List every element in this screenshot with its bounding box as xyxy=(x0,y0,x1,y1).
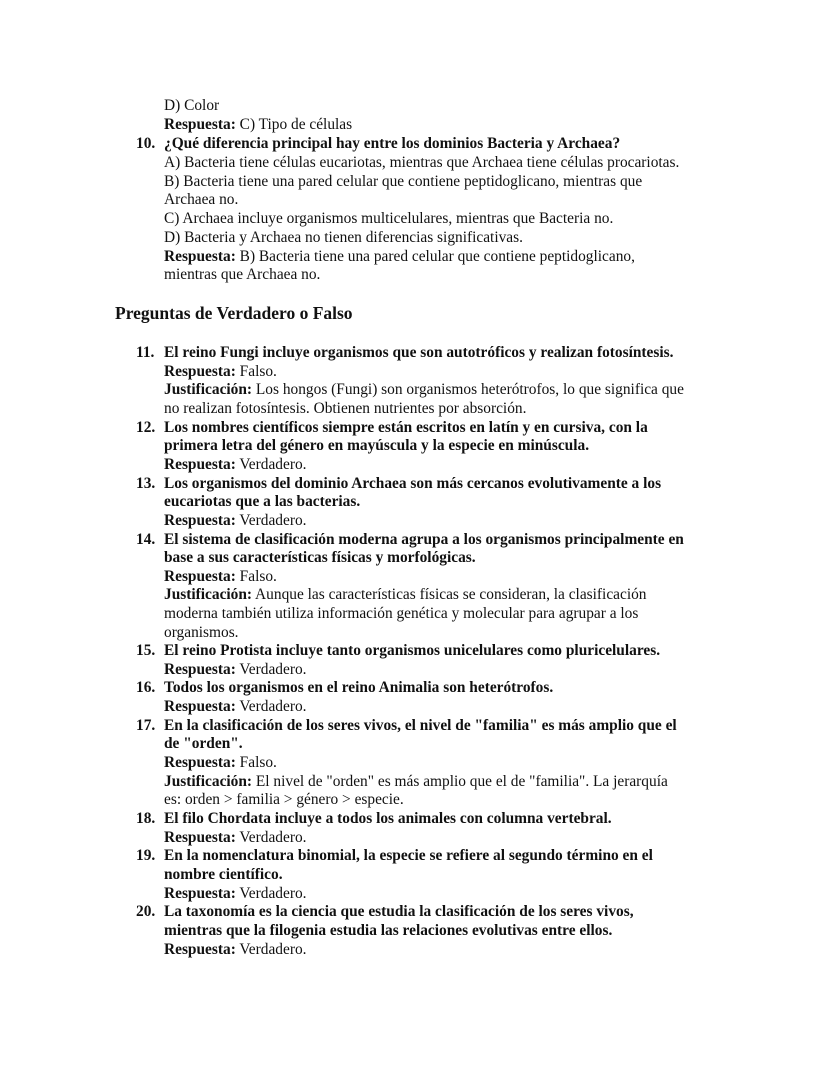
answer-label: Respuesta: xyxy=(164,885,236,902)
q20-answer xyxy=(164,940,306,959)
q18-number: 18. xyxy=(136,810,156,827)
q14-justification-line2: moderna también utiliza información genética y molecular para agrupar a los xyxy=(164,605,639,622)
q15-answer xyxy=(164,660,306,679)
q11-answer xyxy=(164,362,277,381)
q13-answer xyxy=(164,511,306,530)
q10-answer-line2: mientras que Archaea no. xyxy=(164,266,321,283)
q16-number: 16. xyxy=(136,679,156,696)
q18-statement: El filo Chordata incluye a todos los animales con columna vertebral. xyxy=(164,810,612,827)
answer-label: Respuesta: xyxy=(164,512,236,529)
q17-number: 17. xyxy=(136,717,156,734)
justification-label: Justificación: xyxy=(164,586,253,603)
q11-justification-line2: no realizan fotosíntesis. Obtienen nutrientes por absorción. xyxy=(164,400,527,417)
q14-answer xyxy=(164,567,277,586)
section-heading: Preguntas de Verdadero o Falso xyxy=(115,303,353,323)
q10-number: 10. xyxy=(136,135,156,152)
answer-label: Respuesta: xyxy=(164,754,236,771)
q10-question: ¿Qué diferencia principal hay entre los dominios Bacteria y Archaea? xyxy=(164,135,621,152)
q18-answer xyxy=(164,828,306,847)
q20-statement-line2: mientras que la filogenia estudia las relaciones evolutivas entre ellos. xyxy=(164,922,613,939)
q11-justification xyxy=(164,380,684,399)
justification-text: Aunque las características físicas se consideran, la clasificación xyxy=(252,586,647,603)
q19-statement: En la nomenclatura binomial, la especie se refiere al segundo término en el xyxy=(164,847,653,864)
q17-statement: En la clasificación de los seres vivos, el nivel de "familia" es más amplio que el xyxy=(164,717,677,734)
q17-justification xyxy=(164,772,668,791)
q19-answer xyxy=(164,884,306,903)
answer-label: Respuesta: xyxy=(164,363,236,380)
q14-justification xyxy=(164,585,647,604)
justification-text: Los hongos (Fungi) son organismos heterótrofos, lo que significa que xyxy=(252,381,684,398)
q13-statement-line2: eucariotas que a las bacterias. xyxy=(164,493,361,510)
q10-option-b-line2: Archaea no. xyxy=(164,191,239,208)
q17-statement-line2: de "orden". xyxy=(164,735,243,752)
q14-statement-line2: base a sus características físicas y morfológicas. xyxy=(164,549,476,566)
q16-statement: Todos los organismos en el reino Animalia son heterótrofos. xyxy=(164,679,554,696)
answer-label: Respuesta: xyxy=(164,941,236,958)
answer-text: C) Tipo de células xyxy=(235,116,353,133)
answer-text: Verdadero. xyxy=(235,941,307,958)
q20-number: 20. xyxy=(136,903,156,920)
answer-text: Verdadero. xyxy=(235,829,307,846)
answer-label: Respuesta: xyxy=(164,248,236,265)
answer-label: Respuesta: xyxy=(164,698,236,715)
q10-option-d: D) Bacteria y Archaea no tienen diferencias significativas. xyxy=(164,229,523,246)
answer-label: Respuesta: xyxy=(164,116,236,133)
q19-number: 19. xyxy=(136,847,156,864)
answer-label: Respuesta: xyxy=(164,456,236,473)
answer-text: Verdadero. xyxy=(235,885,307,902)
answer-text: Falso. xyxy=(235,754,277,771)
answer-text: B) Bacteria tiene una pared celular que contiene peptidoglicano, xyxy=(235,248,635,265)
answer-text: Verdadero. xyxy=(235,661,307,678)
answer-text: Verdadero. xyxy=(235,698,307,715)
answer-text: Falso. xyxy=(235,363,277,380)
q12-answer xyxy=(164,455,306,474)
q11-number: 11. xyxy=(136,344,155,361)
q15-number: 15. xyxy=(136,642,156,659)
q9-answer xyxy=(164,115,352,134)
answer-text: Verdadero. xyxy=(235,512,307,529)
q14-statement: El sistema de clasificación moderna agrupa a los organismos principalmente en xyxy=(164,531,684,548)
q14-justification-line3: organismos. xyxy=(164,624,239,641)
answer-label: Respuesta: xyxy=(164,661,236,678)
q16-answer xyxy=(164,697,306,716)
q9-option-d: D) Color xyxy=(164,97,220,114)
answer-text: Falso. xyxy=(235,568,277,585)
q17-justification-line2: es: orden > familia > género > especie. xyxy=(164,791,404,808)
q17-answer xyxy=(164,753,277,772)
q10-option-b-line1: B) Bacteria tiene una pared celular que contiene peptidoglicano, mientras que xyxy=(164,173,643,190)
q13-number: 13. xyxy=(136,475,156,492)
q12-number: 12. xyxy=(136,419,156,436)
q12-statement: Los nombres científicos siempre están escritos en latín y en cursiva, con la xyxy=(164,419,648,436)
justification-text: El nivel de "orden" es más amplio que el de "familia". La jerarquía xyxy=(252,773,668,790)
q11-statement: El reino Fungi incluye organismos que son autotróficos y realizan fotosíntesis. xyxy=(164,344,674,361)
justification-label: Justificación: xyxy=(164,773,253,790)
q12-statement-line2: primera letra del género en mayúscula y la especie en minúscula. xyxy=(164,437,590,454)
answer-label: Respuesta: xyxy=(164,568,236,585)
q20-statement: La taxonomía es la ciencia que estudia la clasificación de los seres vivos, xyxy=(164,903,634,920)
q15-statement: El reino Protista incluye tanto organismos unicelulares como pluricelulares. xyxy=(164,642,661,659)
answer-label: Respuesta: xyxy=(164,829,236,846)
q19-statement-line2: nombre científico. xyxy=(164,866,283,883)
q14-number: 14. xyxy=(136,531,156,548)
q10-option-a: A) Bacteria tiene células eucariotas, mientras que Archaea tiene células procariotas. xyxy=(164,154,680,171)
answer-text: Verdadero. xyxy=(235,456,307,473)
q10-option-c: C) Archaea incluye organismos multicelulares, mientras que Bacteria no. xyxy=(164,210,614,227)
q10-answer xyxy=(164,247,635,266)
justification-label: Justificación: xyxy=(164,381,253,398)
q13-statement: Los organismos del dominio Archaea son más cercanos evolutivamente a los xyxy=(164,475,662,492)
